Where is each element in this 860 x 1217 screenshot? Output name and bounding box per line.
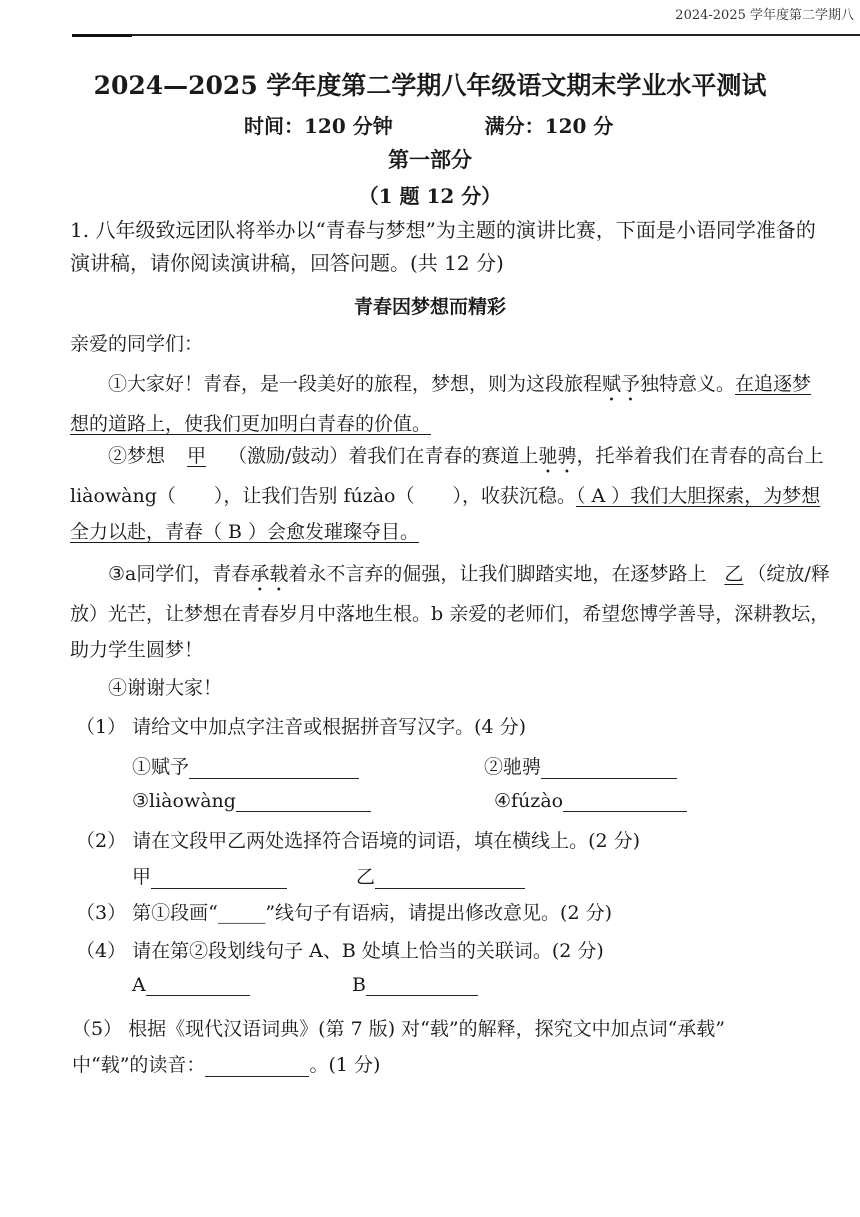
essay-paragraph-1: ①大家好！青春，是一段美好的旅程，梦想，则为这段旅程赋予独特意义。在追逐梦想的道路上，使我们更加明白青春的价值。 bbox=[70, 373, 812, 435]
dotted-word-chengzai: 承载 bbox=[250, 563, 289, 585]
answer-liaowang: ③liàowàng bbox=[132, 790, 371, 812]
answer-yi: 乙 bbox=[356, 862, 525, 889]
part-subheading: （1 题 12 分） bbox=[358, 184, 502, 208]
time-label: 时间：120 分钟 bbox=[244, 114, 393, 138]
question-intro: 1. 八年级致远团队将举办以“青春与梦想”为主题的演讲比赛，下面是小语同学准备的演讲稿，请你阅读演讲稿，回答问题。(共 12 分) bbox=[70, 218, 816, 275]
answer-b: B bbox=[352, 974, 478, 996]
answer-blank[interactable] bbox=[189, 758, 359, 779]
essay-paragraph-3: ③a同学们，青春承载着永不言弃的倔强，让我们脚踏实地，在逐梦路上 乙 （绽放/释放）光芒，让梦想在青春岁月中落地生根。b 亲爱的老师们，希望您博学善导，深耕教坛，助力学生圆梦！ bbox=[70, 563, 830, 661]
header-rule-thick bbox=[72, 34, 132, 37]
answer-blank[interactable] bbox=[146, 975, 250, 996]
underlined-sentence-2: （ A ）我们大胆探索，为梦想全力以赴，青春（ B ）会愈发璀璨夺目。 bbox=[70, 485, 821, 543]
blank-yi: 乙 bbox=[724, 563, 744, 585]
exam-title: 2024—2025 学年度第二学期八年级语文期末学业水平测试 bbox=[93, 71, 767, 100]
blank-jia: 甲 bbox=[187, 445, 207, 467]
answer-blank[interactable] bbox=[151, 868, 287, 889]
header-rule bbox=[72, 34, 860, 36]
part-heading: 第一部分 bbox=[388, 147, 472, 172]
question-5-prompt: （5） 根据《现代汉语词典》(第 7 版) 对“载”的解释，探究文中加点词“承载” bbox=[72, 1018, 726, 1040]
essay-paragraph-4: ④谢谢大家！ bbox=[108, 677, 223, 699]
answer-blank[interactable] bbox=[205, 1056, 309, 1077]
answer-blank[interactable] bbox=[563, 791, 687, 812]
answer-blank[interactable] bbox=[366, 975, 478, 996]
underlined-sentence-1: 在追逐梦想的道路上，使我们更加明白青春的价值。 bbox=[70, 373, 812, 435]
essay-paragraph-2: ②梦想 甲 （激励/鼓动）着我们在青春的赛道上驰骋，托举着我们在青春的高台上 liàowàng（ ），让我们告别 fúzào（ ），收获沉稳。（ A ）我们大胆探索，为梦想全力以赴，青春（ B ）会愈发璀璨夺目。 bbox=[70, 445, 824, 543]
answer-a: A bbox=[132, 974, 250, 996]
essay-title: 青春因梦想而精彩 bbox=[353, 296, 506, 318]
answer-fuzao: ④fúzào bbox=[494, 790, 687, 812]
exam-info bbox=[244, 110, 613, 139]
header-page-label: 2024-2025 学年度第二学期八 bbox=[675, 8, 854, 23]
answer-blank[interactable] bbox=[236, 791, 371, 812]
score-label: 满分：120 分 bbox=[484, 114, 614, 138]
essay-greeting: 亲爱的同学们： bbox=[70, 333, 204, 355]
question-1-prompt: （1） 请给文中加点字注音或根据拼音写汉字。(4 分) bbox=[76, 716, 527, 738]
answer-blank[interactable] bbox=[375, 868, 525, 889]
answer-blank[interactable] bbox=[541, 758, 677, 779]
answer-jia: 甲 bbox=[132, 862, 287, 889]
answer-fuyu: ①赋予 bbox=[132, 752, 359, 779]
dotted-word-chicheng: 驰骋 bbox=[538, 445, 577, 467]
question-5-continuation: 中“载”的读音： 。(1 分) bbox=[72, 1054, 381, 1076]
answer-chicheng: ②驰骋 bbox=[484, 752, 677, 779]
question-3-prompt: （3） 第①段画“_____”线句子有语病，请提出修改意见。(2 分) bbox=[76, 902, 613, 924]
dotted-word-fuyu: 赋予 bbox=[602, 373, 641, 395]
question-2-prompt: （2） 请在文段甲乙两处选择符合语境的词语，填在横线上。(2 分) bbox=[76, 830, 641, 852]
question-4-prompt: （4） 请在第②段划线句子 A、B 处填上恰当的关联词。(2 分) bbox=[76, 940, 604, 962]
